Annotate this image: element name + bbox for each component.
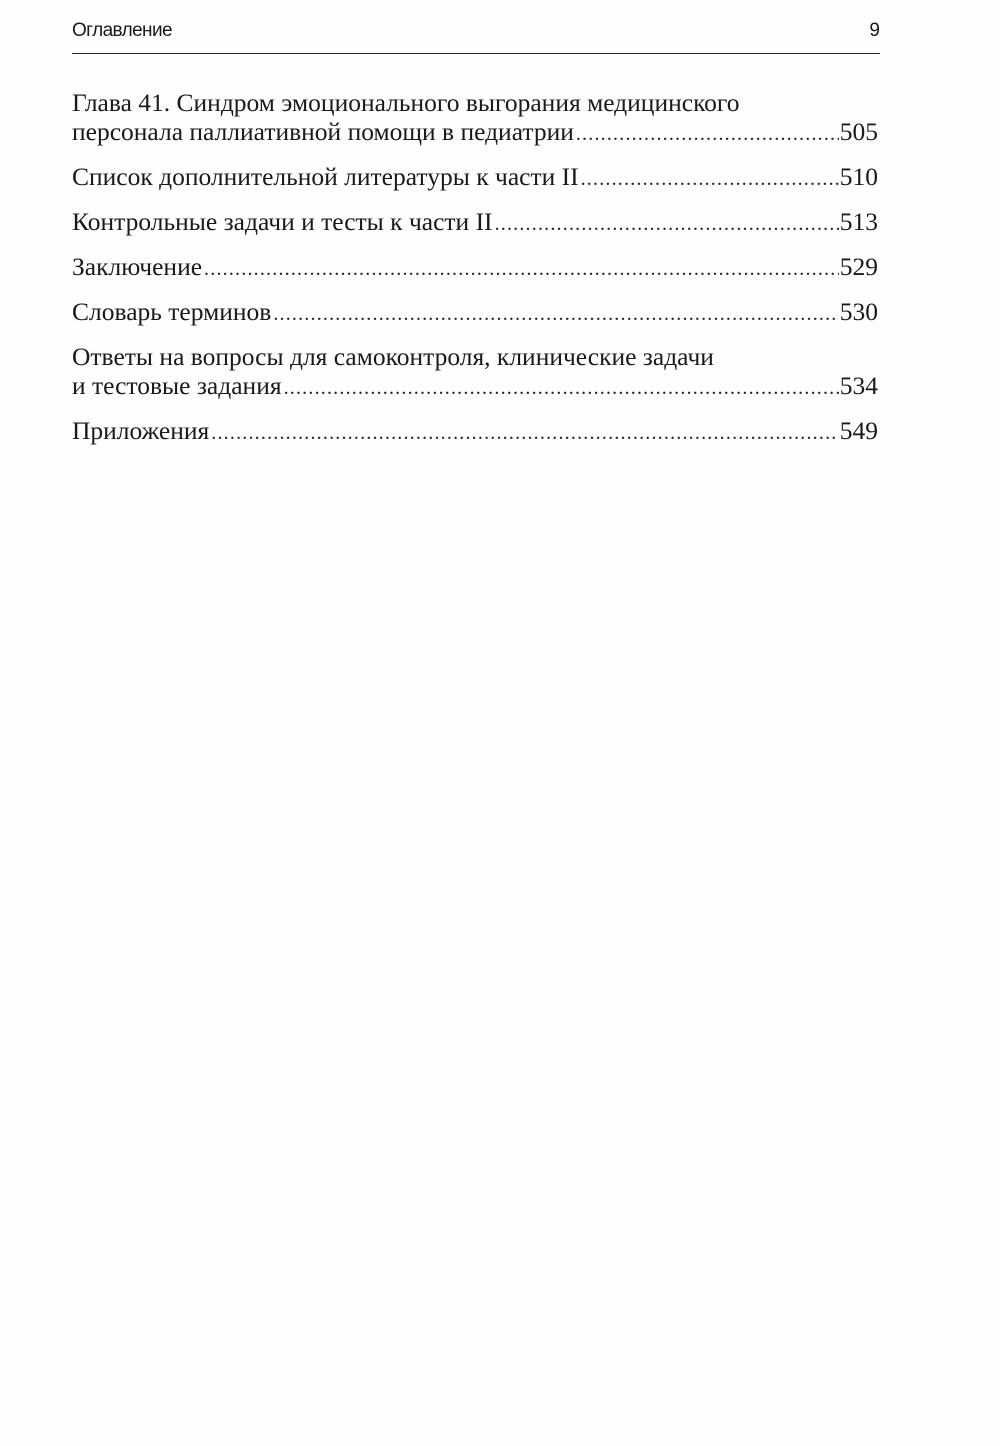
table-of-contents — [72, 88, 878, 448]
dot-leader — [273, 300, 838, 329]
page-number: 9 — [869, 20, 880, 41]
dot-leader — [495, 210, 839, 239]
toc-entry-leader-line — [72, 117, 878, 149]
toc-entry-answers[interactable] — [72, 342, 878, 403]
toc-entry-leader-line — [72, 416, 878, 448]
toc-entry-tests-part-2[interactable] — [72, 207, 878, 239]
toc-entry-text: Список дополнительной литературы к части II — [72, 162, 579, 191]
dot-leader — [204, 255, 839, 284]
toc-entry-leader-line — [72, 252, 878, 284]
toc-entry-conclusion[interactable] — [72, 252, 878, 284]
toc-entry-leader-line — [72, 162, 878, 194]
toc-entry-page: 534 — [839, 371, 878, 400]
toc-entry-text: Ответы на вопросы для самоконтроля, клинические задачи — [72, 342, 714, 371]
dot-leader — [211, 419, 838, 448]
header-rule — [72, 53, 880, 54]
toc-entry-references-part-2[interactable] — [72, 162, 878, 194]
toc-entry-text: Приложения — [72, 416, 210, 445]
toc-entry-text: Контрольные задачи и тесты к части II — [72, 207, 493, 236]
toc-entry-leader-line — [72, 207, 878, 239]
toc-entry-text: Глава 41. Синдром эмоционального выгорания медицинского — [72, 88, 740, 117]
toc-entry-page: 513 — [839, 207, 878, 236]
running-head-title: Оглавление — [72, 20, 172, 41]
toc-entry-text: Словарь терминов — [72, 297, 272, 326]
toc-entry-appendices[interactable] — [72, 416, 878, 448]
toc-entry-leader-line — [72, 297, 878, 329]
toc-entry-text: Заключение — [72, 252, 203, 281]
dot-leader — [284, 374, 839, 403]
toc-entry-page: 549 — [839, 416, 878, 445]
toc-entry-page: 530 — [839, 297, 878, 326]
toc-entry-glossary[interactable] — [72, 297, 878, 329]
toc-entry-page: 505 — [839, 117, 878, 146]
toc-entry-text: персонала паллиативной помощи в педиатрии — [72, 117, 574, 146]
toc-entry-leader-line — [72, 371, 878, 403]
running-head — [72, 18, 880, 48]
toc-entry-page: 529 — [839, 252, 878, 281]
toc-entry-text: и тестовые задания — [72, 371, 282, 400]
dot-leader — [581, 165, 839, 194]
dot-leader — [576, 120, 839, 149]
toc-entry-chapter-41[interactable] — [72, 88, 878, 149]
toc-entry-page: 510 — [839, 162, 878, 191]
